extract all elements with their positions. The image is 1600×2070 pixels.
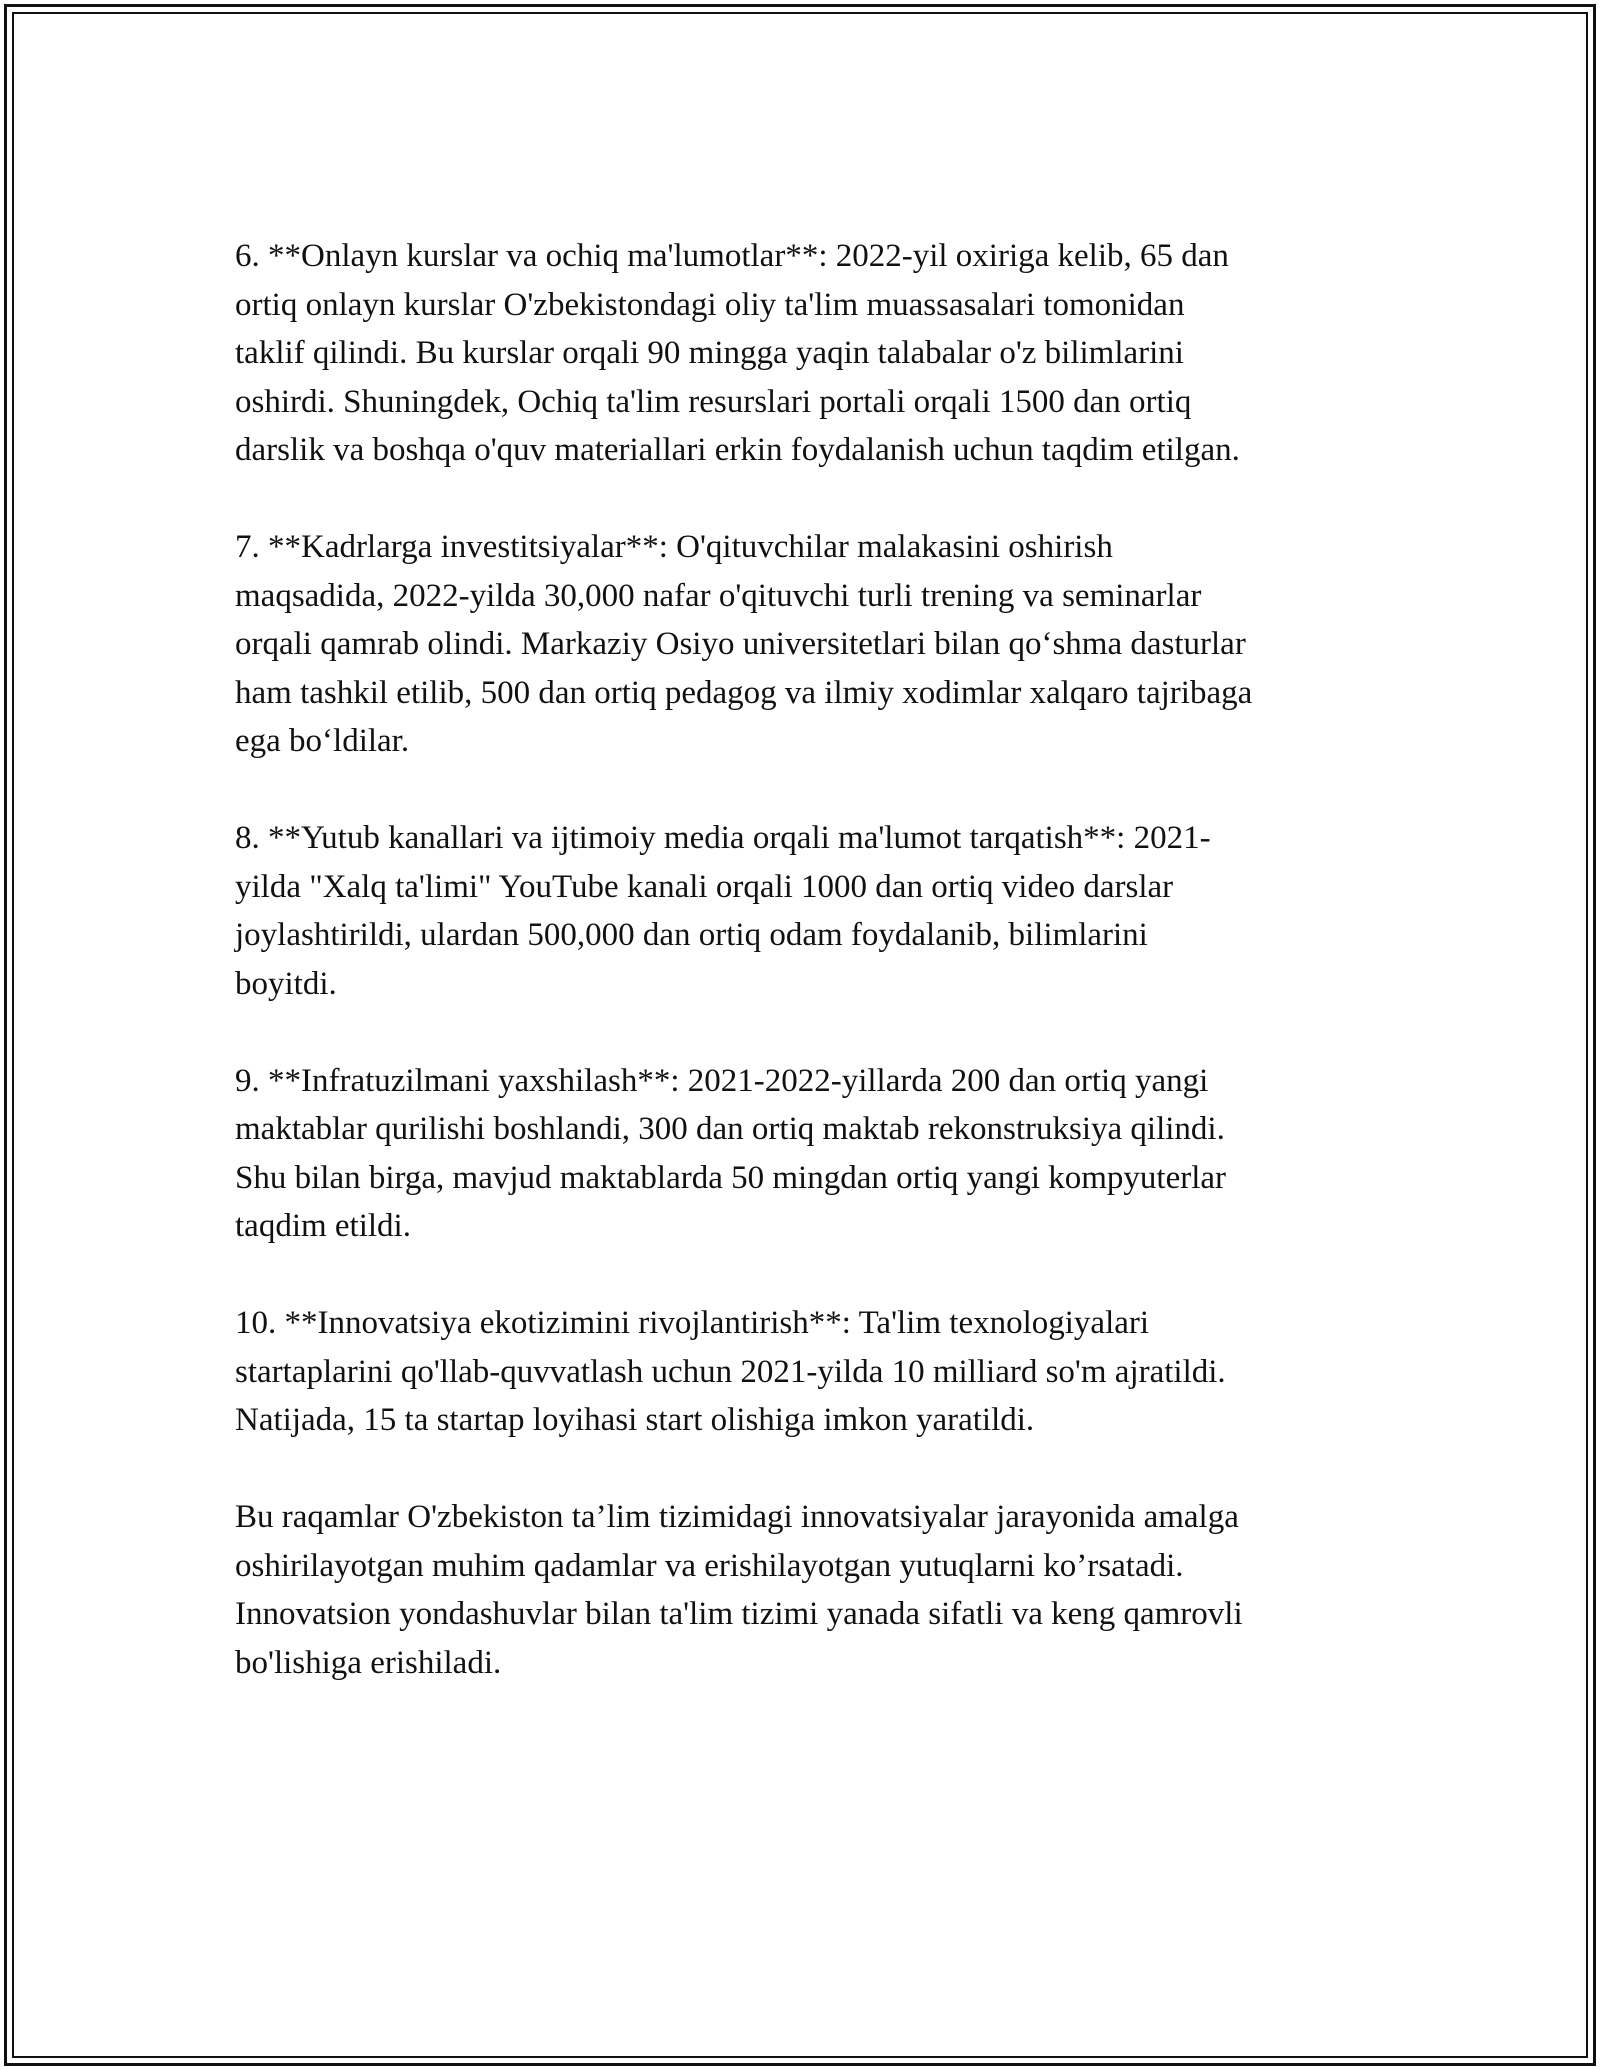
paragraph-conclusion: Bu raqamlar O'zbekiston ta’lim tizimidagi innovatsiyalar jarayonida amalga oshirilayotgan muhim qadamlar va erishilayotgan yutuqlarni ko’rsatadi. Innovatsion yondashuvlar bilan ta'lim tizimi yanada sifatli va keng qamrovli bo'lishiga erishiladi. [235,1499,1243,1681]
document-body [235,232,1380,1736]
paragraph-item-9: 9. **Infratuzilmani yaxshilash**: 2021-2022-yillarda 200 dan ortiq yangi maktablar qurilishi boshlandi, 300 dan ortiq maktab rekonstruksiya qilindi. Shu bilan birga, mavjud maktablarda 50 mingdan ortiq yangi kompyuterlar taqdim etildi. [235,1062,1227,1244]
paragraph-item-6: 6. **Onlayn kurslar va ochiq ma'lumotlar**: 2022-yil oxiriga kelib, 65 dan ortiq onlayn kurslar O'zbekistondagi oliy ta'lim muassasalari tomonidan taklif qilindi. Bu kurslar orqali 90 mingga yaqin talabalar o'z bilimlarini oshirdi. Shuningdek, Ochiq ta'lim resurslari portali orqali 1500 dan ortiq darslik va boshqa o'quv materiallari erkin foydalanish uchun taqdim etilgan. [235,238,1240,468]
paragraph-item-7: 7. **Kadrlarga investitsiyalar**: O'qituvchilar malakasini oshirish maqsadida, 2022-yilda 30,000 nafar o'qituvchi turli trening va seminarlar orqali qamrab olindi. Markaziy Osiyo universitetlari bilan qo‘shma dasturlar ham tashkil etilib, 500 dan ortiq pedagog va ilmiy xodimlar xalqaro tajribaga ega bo‘ldilar. [235,529,1253,759]
paragraph-item-10: 10. **Innovatsiya ekotizimini rivojlantirish**: Ta'lim texnologiyalari startaplarini qo'llab-quvvatlash uchun 2021-yilda 10 milliard so'm ajratildi. Natijada, 15 ta startap loyihasi start olishiga imkon yaratildi. [235,1305,1226,1438]
paragraph-item-8: 8. **Yutub kanallari va ijtimoiy media orqali ma'lumot tarqatish**: 2021- yilda "Xalq ta'limi" YouTube kanali orqali 1000 dan ortiq video darslar joylashtirildi, ulardan 500,000 dan ortiq odam foydalanib, bilimlarini boyitdi. [235,820,1211,1002]
